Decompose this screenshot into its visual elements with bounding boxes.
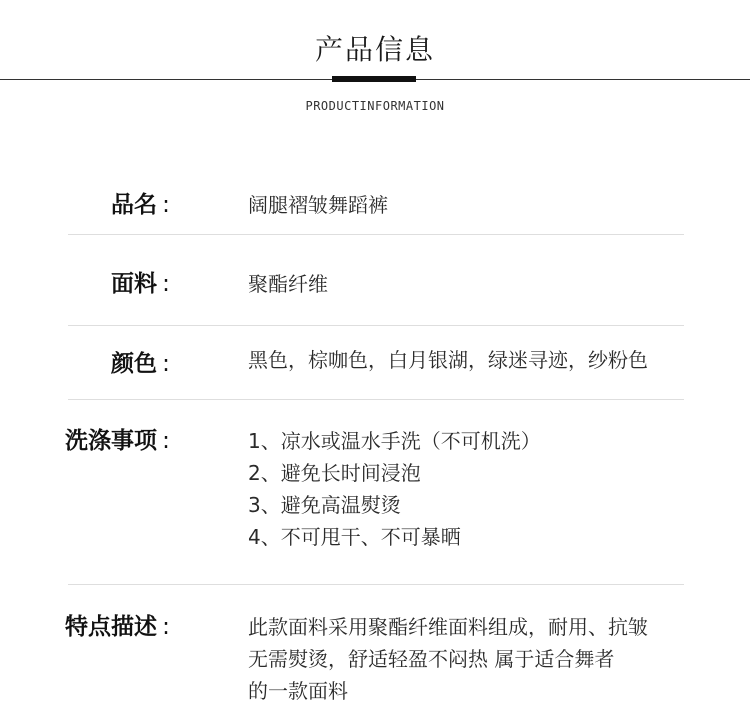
row-divider <box>68 234 684 235</box>
info-value <box>248 611 718 707</box>
info-value <box>248 425 718 553</box>
info-label-colon: : <box>162 271 170 297</box>
row-divider <box>68 399 684 400</box>
info-value-line: 无需熨烫，舒适轻盈不闷热 属于适合舞者 <box>248 647 615 671</box>
info-label-colon: : <box>162 614 170 640</box>
info-value-line: 聚酯纤维 <box>248 272 328 296</box>
info-value-line: 2、避免长时间浸泡 <box>248 461 421 485</box>
row-divider <box>68 584 684 585</box>
info-label-text: 面料 <box>111 271 157 297</box>
row-divider <box>68 325 684 326</box>
info-label-text: 特点描述 <box>65 614 157 640</box>
info-label <box>0 268 175 300</box>
info-label-text: 品名 <box>111 192 157 218</box>
info-label <box>0 611 175 643</box>
info-value-line: 3、避免高温熨烫 <box>248 493 401 517</box>
info-value-line: 阔腿褶皱舞蹈裤 <box>248 193 388 217</box>
info-label <box>0 189 175 221</box>
info-value <box>248 268 718 300</box>
info-value-line: 的一款面料 <box>248 679 348 703</box>
header-accent-bar <box>332 76 416 82</box>
info-label-colon: : <box>162 428 170 454</box>
info-value-line: 黑色，棕咖色，白月银湖，绿迷寻迹，纱粉色 <box>248 348 648 372</box>
info-label-text: 洗涤事项 <box>65 428 157 454</box>
info-label <box>0 348 175 380</box>
info-label-colon: : <box>162 351 170 377</box>
page-subtitle: PRODUCTINFORMATION <box>305 99 445 113</box>
info-value <box>248 344 718 376</box>
info-value <box>248 189 718 221</box>
info-label-text: 颜色 <box>111 351 157 377</box>
info-label <box>0 425 175 457</box>
info-label-colon: : <box>162 192 170 218</box>
info-value-line: 1、凉水或温水手洗（不可机洗） <box>248 429 541 453</box>
page-title: 产品信息 <box>314 33 435 66</box>
info-value-line: 此款面料采用聚酯纤维面料组成，耐用、抗皱 <box>248 615 648 639</box>
info-value-line: 4、不可甩干、不可暴晒 <box>248 525 461 549</box>
